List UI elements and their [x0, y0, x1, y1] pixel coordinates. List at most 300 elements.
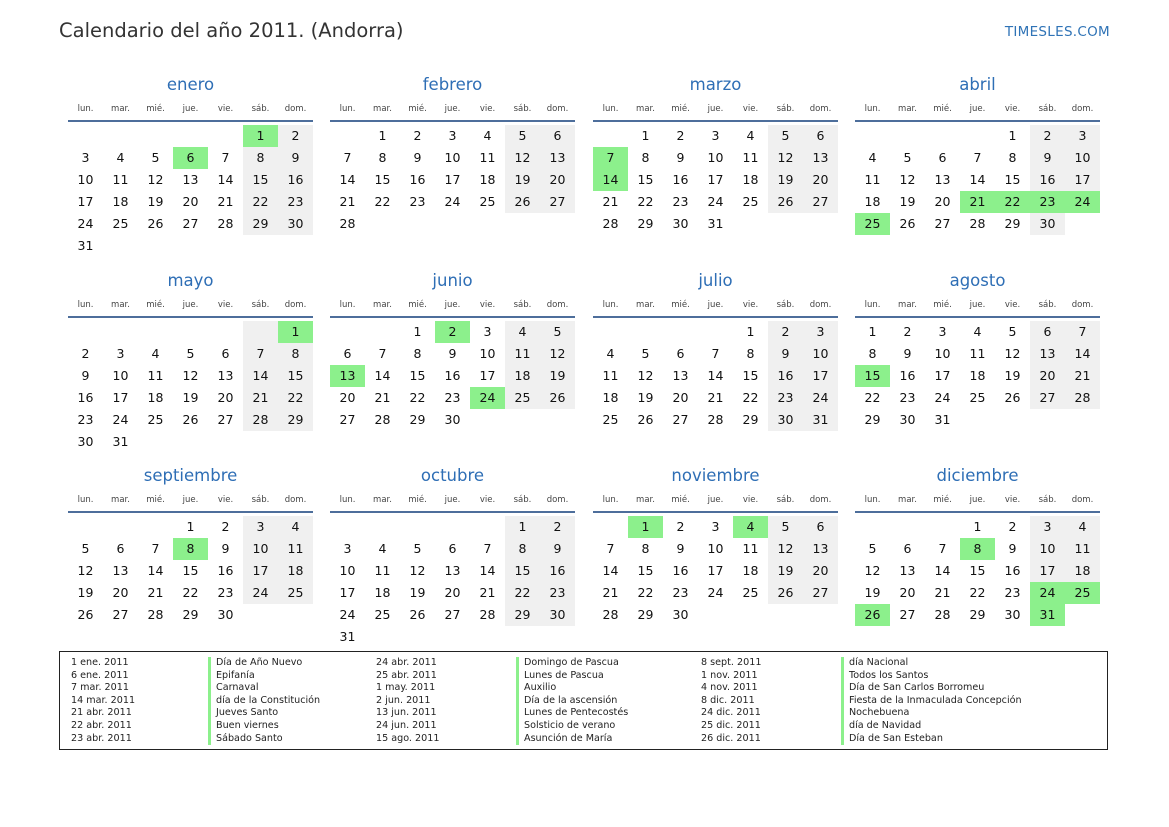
empty-cell — [505, 409, 540, 431]
empty-cell — [103, 516, 138, 538]
legend-names-column — [516, 657, 628, 745]
weekday-label: dom. — [809, 495, 832, 505]
day-cell: 19 — [77, 585, 94, 600]
day-cell: 30 — [278, 213, 313, 235]
legend-holiday-name: Día de San Carlos Borromeu — [841, 682, 1022, 695]
empty-cell — [400, 213, 435, 235]
day-cell: 24 — [707, 194, 724, 209]
legend-holiday-name: Carnaval — [208, 682, 320, 695]
day-cell: 29 — [505, 604, 540, 626]
weekday-label: lun. — [864, 300, 881, 310]
day-cell: 1 — [746, 324, 755, 339]
weekday-label: dom. — [809, 300, 832, 310]
day-cell: 23 — [768, 387, 803, 409]
day-cell: 29 — [278, 409, 313, 431]
day-cell: 26 — [540, 387, 575, 409]
day-cell: 25 — [112, 216, 129, 231]
day-cell: 27 — [339, 412, 356, 427]
day-cell: 26 — [1004, 390, 1021, 405]
weekday-label: sáb. — [251, 495, 270, 505]
day-cell: 21 — [147, 585, 164, 600]
weekday-label: jue. — [444, 300, 461, 310]
day-cell: 27 — [444, 607, 461, 622]
day-cell: 16 — [768, 365, 803, 387]
day-cell: 26 — [147, 216, 164, 231]
legend-holiday-name: día de Navidad — [841, 720, 1022, 733]
day-cell: 2 — [540, 516, 575, 538]
empty-cell — [803, 604, 838, 626]
empty-cell — [400, 626, 435, 648]
day-cell: 14 — [147, 563, 164, 578]
day-cell: 18 — [864, 194, 881, 209]
weekday-label: jue. — [444, 495, 461, 505]
day-cell: 30 — [672, 216, 689, 231]
legend-names-column — [208, 657, 320, 745]
weekday-header — [68, 294, 313, 318]
weekday-label: mié. — [146, 300, 165, 310]
day-cell: 16 — [672, 172, 689, 187]
day-cell: 26 — [768, 582, 803, 604]
day-cell: 30 — [768, 409, 803, 431]
day-cell: 28 — [147, 607, 164, 622]
day-cell: 24 — [707, 585, 724, 600]
weekday-label: mié. — [933, 495, 952, 505]
day-cell: 8 — [173, 538, 208, 560]
day-cell: 8 — [1008, 150, 1017, 165]
day-cell: 26 — [768, 191, 803, 213]
day-cell: 29 — [182, 607, 199, 622]
empty-cell — [803, 213, 838, 235]
day-cell: 2 — [1008, 519, 1017, 534]
weekday-label: sáb. — [1038, 300, 1057, 310]
empty-cell — [173, 321, 208, 343]
day-cell: 25 — [969, 390, 986, 405]
empty-cell — [628, 321, 663, 343]
day-cell: 31 — [112, 434, 129, 449]
day-cell: 8 — [413, 346, 422, 361]
day-cell: 29 — [742, 412, 759, 427]
empty-cell — [208, 235, 243, 257]
day-cell: 13 — [934, 172, 951, 187]
day-cell: 24 — [1065, 191, 1100, 213]
month-septiembre — [68, 463, 313, 626]
day-cell: 16 — [899, 368, 916, 383]
day-cell: 16 — [672, 563, 689, 578]
legend-holiday-name: Buen viernes — [208, 720, 320, 733]
day-cell: 14 — [602, 563, 619, 578]
day-cell: 26 — [855, 604, 890, 626]
day-cell: 11 — [1065, 538, 1100, 560]
day-cell: 3 — [343, 541, 352, 556]
day-cell: 22 — [637, 194, 654, 209]
month-noviembre — [593, 463, 838, 626]
day-cell: 11 — [864, 172, 881, 187]
empty-cell — [330, 321, 365, 343]
day-cell: 17 — [479, 368, 496, 383]
day-cell: 3 — [243, 516, 278, 538]
month-name: mayo — [167, 271, 214, 290]
weekday-label: lun. — [602, 300, 619, 310]
weekday-label: lun. — [339, 495, 356, 505]
empty-cell — [208, 125, 243, 147]
day-cell: 27 — [899, 607, 916, 622]
month-name: abril — [959, 75, 996, 94]
day-cell: 3 — [116, 346, 125, 361]
page-title: Calendario del año 2011. (Andorra) — [59, 19, 404, 42]
weekday-label: dom. — [546, 300, 569, 310]
day-cell: 5 — [505, 125, 540, 147]
day-cell: 23 — [672, 194, 689, 209]
empty-cell — [68, 516, 103, 538]
day-cell: 8 — [746, 346, 755, 361]
day-cell: 14 — [479, 563, 496, 578]
day-cell: 17 — [707, 172, 724, 187]
empty-cell — [698, 321, 733, 343]
day-cell: 17 — [1030, 560, 1065, 582]
day-cell: 1 — [186, 519, 195, 534]
day-cell: 16 — [217, 563, 234, 578]
weekday-label: vie. — [742, 495, 759, 505]
day-cell: 4 — [868, 150, 877, 165]
day-cell: 4 — [378, 541, 387, 556]
day-cell: 13 — [444, 563, 461, 578]
month-diciembre — [855, 463, 1100, 626]
day-cell: 23 — [540, 582, 575, 604]
weekday-label: jue. — [969, 104, 986, 114]
day-cell: 12 — [1004, 346, 1021, 361]
day-cell: 12 — [768, 538, 803, 560]
empty-cell — [173, 235, 208, 257]
day-cell: 24 — [339, 607, 356, 622]
legend-date: 26 dic. 2011 — [701, 732, 761, 744]
day-cell: 19 — [182, 390, 199, 405]
day-cell: 19 — [147, 194, 164, 209]
day-cell: 29 — [409, 412, 426, 427]
weekday-header — [855, 98, 1100, 122]
weekday-label: mié. — [408, 300, 427, 310]
day-cell: 30 — [1004, 607, 1021, 622]
weekday-label: dom. — [1071, 104, 1094, 114]
weekday-label: dom. — [284, 495, 307, 505]
day-cell: 28 — [1065, 387, 1100, 409]
day-cell: 27 — [1030, 387, 1065, 409]
day-cell: 9 — [448, 346, 457, 361]
day-cell: 20 — [112, 585, 129, 600]
day-cell: 5 — [1008, 324, 1017, 339]
day-cell: 7 — [151, 541, 160, 556]
day-cell: 15 — [637, 563, 654, 578]
day-cell: 15 — [1004, 172, 1021, 187]
day-cell: 14 — [339, 172, 356, 187]
day-cell: 15 — [409, 368, 426, 383]
day-cell: 6 — [803, 125, 838, 147]
legend-dates-column — [71, 657, 135, 745]
day-cell: 18 — [1065, 560, 1100, 582]
day-cell: 9 — [676, 541, 685, 556]
legend-holiday-name: Auxilio — [516, 682, 628, 695]
legend-holiday-name: Sábado Santo — [208, 733, 320, 746]
day-cell: 30 — [1030, 213, 1065, 235]
day-cell: 15 — [278, 365, 313, 387]
weekday-label: sáb. — [513, 300, 532, 310]
day-cell: 25 — [374, 607, 391, 622]
day-cell: 27 — [672, 412, 689, 427]
day-cell: 30 — [217, 607, 234, 622]
day-cell: 10 — [707, 541, 724, 556]
day-cell: 28 — [969, 216, 986, 231]
legend-date: 6 ene. 2011 — [71, 669, 129, 681]
day-cell: 17 — [339, 585, 356, 600]
weekday-label: mar. — [111, 495, 130, 505]
day-cell: 31 — [339, 629, 356, 644]
day-cell: 22 — [505, 582, 540, 604]
day-cell: 25 — [278, 582, 313, 604]
weekday-header — [330, 294, 575, 318]
day-cell: 18 — [505, 365, 540, 387]
day-cell: 17 — [112, 390, 129, 405]
legend-date: 8 dic. 2011 — [701, 694, 755, 706]
month-name: marzo — [689, 75, 742, 94]
weekday-label: sáb. — [776, 300, 795, 310]
day-cell: 11 — [479, 150, 496, 165]
day-cell: 13 — [330, 365, 365, 387]
day-grid — [330, 321, 575, 431]
day-cell: 10 — [77, 172, 94, 187]
day-cell: 4 — [505, 321, 540, 343]
empty-cell — [470, 626, 505, 648]
day-cell: 8 — [868, 346, 877, 361]
day-cell: 30 — [444, 412, 461, 427]
day-cell: 14 — [1065, 343, 1100, 365]
weekday-label: lun. — [77, 104, 94, 114]
month-name: julio — [698, 271, 733, 290]
site-link[interactable]: TIMESLES.COM — [1004, 24, 1110, 40]
day-cell: 16 — [540, 560, 575, 582]
day-cell: 25 — [147, 412, 164, 427]
day-cell: 25 — [505, 387, 540, 409]
legend-date: 25 dic. 2011 — [701, 719, 761, 731]
day-cell: 8 — [278, 343, 313, 365]
day-cell: 4 — [151, 346, 160, 361]
day-cell: 12 — [540, 343, 575, 365]
day-cell: 17 — [934, 368, 951, 383]
day-cell: 21 — [934, 585, 951, 600]
day-cell: 14 — [374, 368, 391, 383]
day-cell: 22 — [969, 585, 986, 600]
day-cell: 1 — [641, 128, 650, 143]
day-cell: 1 — [505, 516, 540, 538]
weekday-label: sáb. — [251, 104, 270, 114]
day-cell: 23 — [899, 390, 916, 405]
day-cell: 19 — [409, 585, 426, 600]
weekday-label: mié. — [146, 104, 165, 114]
day-cell: 16 — [1004, 563, 1021, 578]
day-cell: 9 — [1008, 541, 1017, 556]
weekday-label: jue. — [182, 495, 199, 505]
month-junio — [330, 268, 575, 431]
day-cell: 3 — [803, 321, 838, 343]
day-grid — [68, 516, 313, 626]
day-cell: 20 — [444, 585, 461, 600]
day-cell: 28 — [243, 409, 278, 431]
day-cell: 16 — [444, 368, 461, 383]
day-cell: 2 — [676, 128, 685, 143]
weekday-label: mar. — [111, 300, 130, 310]
weekday-label: jue. — [969, 300, 986, 310]
day-cell: 11 — [505, 343, 540, 365]
weekday-label: mar. — [898, 300, 917, 310]
day-cell: 22 — [374, 194, 391, 209]
day-grid — [855, 321, 1100, 431]
day-cell: 10 — [243, 538, 278, 560]
day-cell: 13 — [803, 147, 838, 169]
day-cell: 20 — [803, 560, 838, 582]
day-cell: 5 — [540, 321, 575, 343]
day-cell: 11 — [969, 346, 986, 361]
day-cell: 22 — [243, 191, 278, 213]
day-cell: 8 — [243, 147, 278, 169]
weekday-label: mié. — [933, 104, 952, 114]
weekday-label: lun. — [602, 104, 619, 114]
empty-cell — [435, 516, 470, 538]
day-cell: 6 — [116, 541, 125, 556]
empty-cell — [960, 409, 995, 431]
month-marzo — [593, 72, 838, 235]
empty-cell — [435, 213, 470, 235]
day-cell: 24 — [1030, 582, 1065, 604]
day-grid — [855, 516, 1100, 626]
day-cell: 4 — [606, 346, 615, 361]
day-cell: 13 — [540, 147, 575, 169]
day-cell: 15 — [637, 172, 654, 187]
day-cell: 11 — [374, 563, 391, 578]
holiday-legend — [59, 651, 1108, 750]
empty-cell — [505, 626, 540, 648]
empty-cell — [470, 213, 505, 235]
day-cell: 7 — [938, 541, 947, 556]
day-cell: 24 — [243, 582, 278, 604]
day-cell: 29 — [969, 607, 986, 622]
day-cell: 19 — [899, 194, 916, 209]
empty-cell — [208, 431, 243, 453]
day-cell: 8 — [641, 150, 650, 165]
day-cell: 8 — [378, 150, 387, 165]
empty-cell — [855, 516, 890, 538]
day-cell: 20 — [217, 390, 234, 405]
day-cell: 25 — [742, 585, 759, 600]
weekday-label: lun. — [864, 104, 881, 114]
day-cell: 9 — [278, 147, 313, 169]
weekday-label: vie. — [217, 495, 234, 505]
day-cell: 3 — [81, 150, 90, 165]
weekday-label: lun. — [339, 104, 356, 114]
weekday-label: dom. — [1071, 495, 1094, 505]
day-cell: 31 — [934, 412, 951, 427]
day-cell: 5 — [768, 125, 803, 147]
day-cell: 29 — [637, 607, 654, 622]
day-cell: 19 — [637, 390, 654, 405]
day-cell: 27 — [803, 191, 838, 213]
weekday-header — [593, 294, 838, 318]
day-cell: 7 — [606, 541, 615, 556]
day-cell: 6 — [540, 125, 575, 147]
day-cell: 18 — [479, 172, 496, 187]
weekday-label: mié. — [671, 300, 690, 310]
month-name: junio — [432, 271, 473, 290]
empty-cell — [733, 213, 768, 235]
day-cell: 10 — [1065, 147, 1100, 169]
empty-cell — [733, 604, 768, 626]
weekday-label: mié. — [408, 104, 427, 114]
day-cell: 5 — [768, 516, 803, 538]
day-cell: 2 — [221, 519, 230, 534]
empty-cell — [593, 516, 628, 538]
day-cell: 18 — [602, 390, 619, 405]
weekday-label: mié. — [671, 495, 690, 505]
weekday-label: lun. — [864, 495, 881, 505]
empty-cell — [400, 516, 435, 538]
day-cell: 7 — [343, 150, 352, 165]
day-cell: 24 — [470, 387, 505, 409]
day-cell: 10 — [707, 150, 724, 165]
weekday-label: sáb. — [251, 300, 270, 310]
empty-cell — [890, 125, 925, 147]
day-cell: 31 — [803, 409, 838, 431]
day-cell: 24 — [803, 387, 838, 409]
day-cell: 14 — [217, 172, 234, 187]
day-cell: 7 — [973, 150, 982, 165]
day-cell: 10 — [339, 563, 356, 578]
day-cell: 30 — [77, 434, 94, 449]
day-cell: 2 — [435, 321, 470, 343]
day-cell: 9 — [768, 343, 803, 365]
day-cell: 13 — [112, 563, 129, 578]
day-cell: 8 — [641, 541, 650, 556]
day-cell: 23 — [278, 191, 313, 213]
legend-holiday-name: Día de la ascensión — [516, 695, 628, 708]
day-cell: 22 — [278, 387, 313, 409]
empty-cell — [365, 213, 400, 235]
weekday-label: vie. — [742, 104, 759, 114]
empty-cell — [243, 235, 278, 257]
month-febrero — [330, 72, 575, 235]
legend-holiday-name: Jueves Santo — [208, 707, 320, 720]
empty-cell — [138, 516, 173, 538]
empty-cell — [278, 604, 313, 626]
legend-date: 4 nov. 2011 — [701, 682, 758, 694]
legend-holiday-name: Nochebuena — [841, 707, 1022, 720]
day-cell: 1 — [378, 128, 387, 143]
day-cell: 18 — [112, 194, 129, 209]
day-cell: 27 — [540, 191, 575, 213]
legend-holiday-name: día Nacional — [841, 657, 1022, 670]
day-cell: 29 — [243, 213, 278, 235]
legend-holiday-name: Lunes de Pentecostés — [516, 707, 628, 720]
legend-date: 15 ago. 2011 — [376, 732, 440, 744]
day-cell: 21 — [339, 194, 356, 209]
weekday-header — [330, 98, 575, 122]
day-cell: 11 — [742, 541, 759, 556]
weekday-label: jue. — [969, 495, 986, 505]
empty-cell — [103, 321, 138, 343]
day-cell: 20 — [540, 169, 575, 191]
day-cell: 3 — [1065, 125, 1100, 147]
empty-cell — [138, 431, 173, 453]
weekday-label: mié. — [408, 495, 427, 505]
weekday-label: sáb. — [1038, 104, 1057, 114]
weekday-label: vie. — [1004, 495, 1021, 505]
empty-cell — [68, 321, 103, 343]
